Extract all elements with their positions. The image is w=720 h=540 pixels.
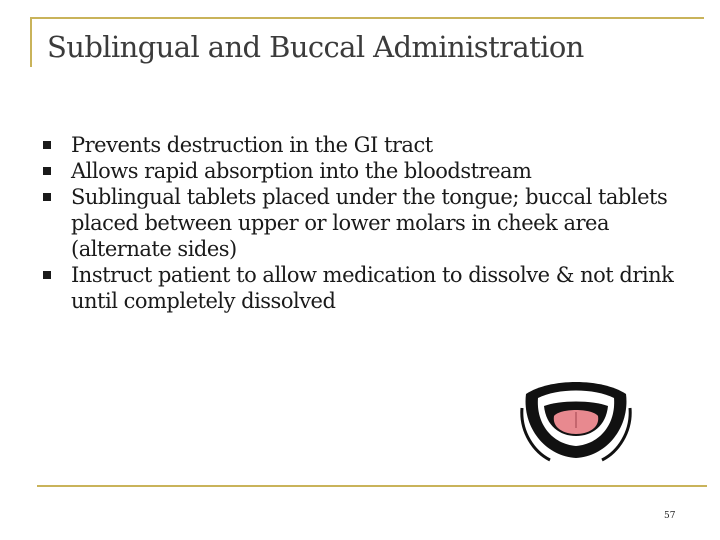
open-mouth-tongue-icon	[520, 372, 632, 466]
page-number: 57	[664, 511, 676, 521]
slide-title: Sublingual and Buccal Administration	[47, 30, 584, 64]
bullet-item	[40, 184, 680, 262]
left-rule	[30, 17, 32, 67]
bullet-text: Instruct patient to allow medication to dissolve & not drink until completely dissolved	[71, 263, 674, 313]
bullet-text: Sublingual tablets placed under the tongue; buccal tablets placed between upper or lower molars in cheek area (alternate sides)	[71, 185, 668, 261]
square-bullet-icon	[43, 167, 51, 175]
bullet-text: Prevents destruction in the GI tract	[71, 133, 433, 157]
bottom-rule	[37, 485, 707, 487]
bullet-item	[40, 132, 680, 158]
square-bullet-icon	[43, 193, 51, 201]
square-bullet-icon	[43, 271, 51, 279]
bullet-list	[40, 132, 680, 314]
top-rule	[30, 17, 704, 19]
bullet-item	[40, 158, 680, 184]
square-bullet-icon	[43, 141, 51, 149]
bullet-text: Allows rapid absorption into the bloodstream	[71, 159, 532, 183]
bullet-item	[40, 262, 680, 314]
